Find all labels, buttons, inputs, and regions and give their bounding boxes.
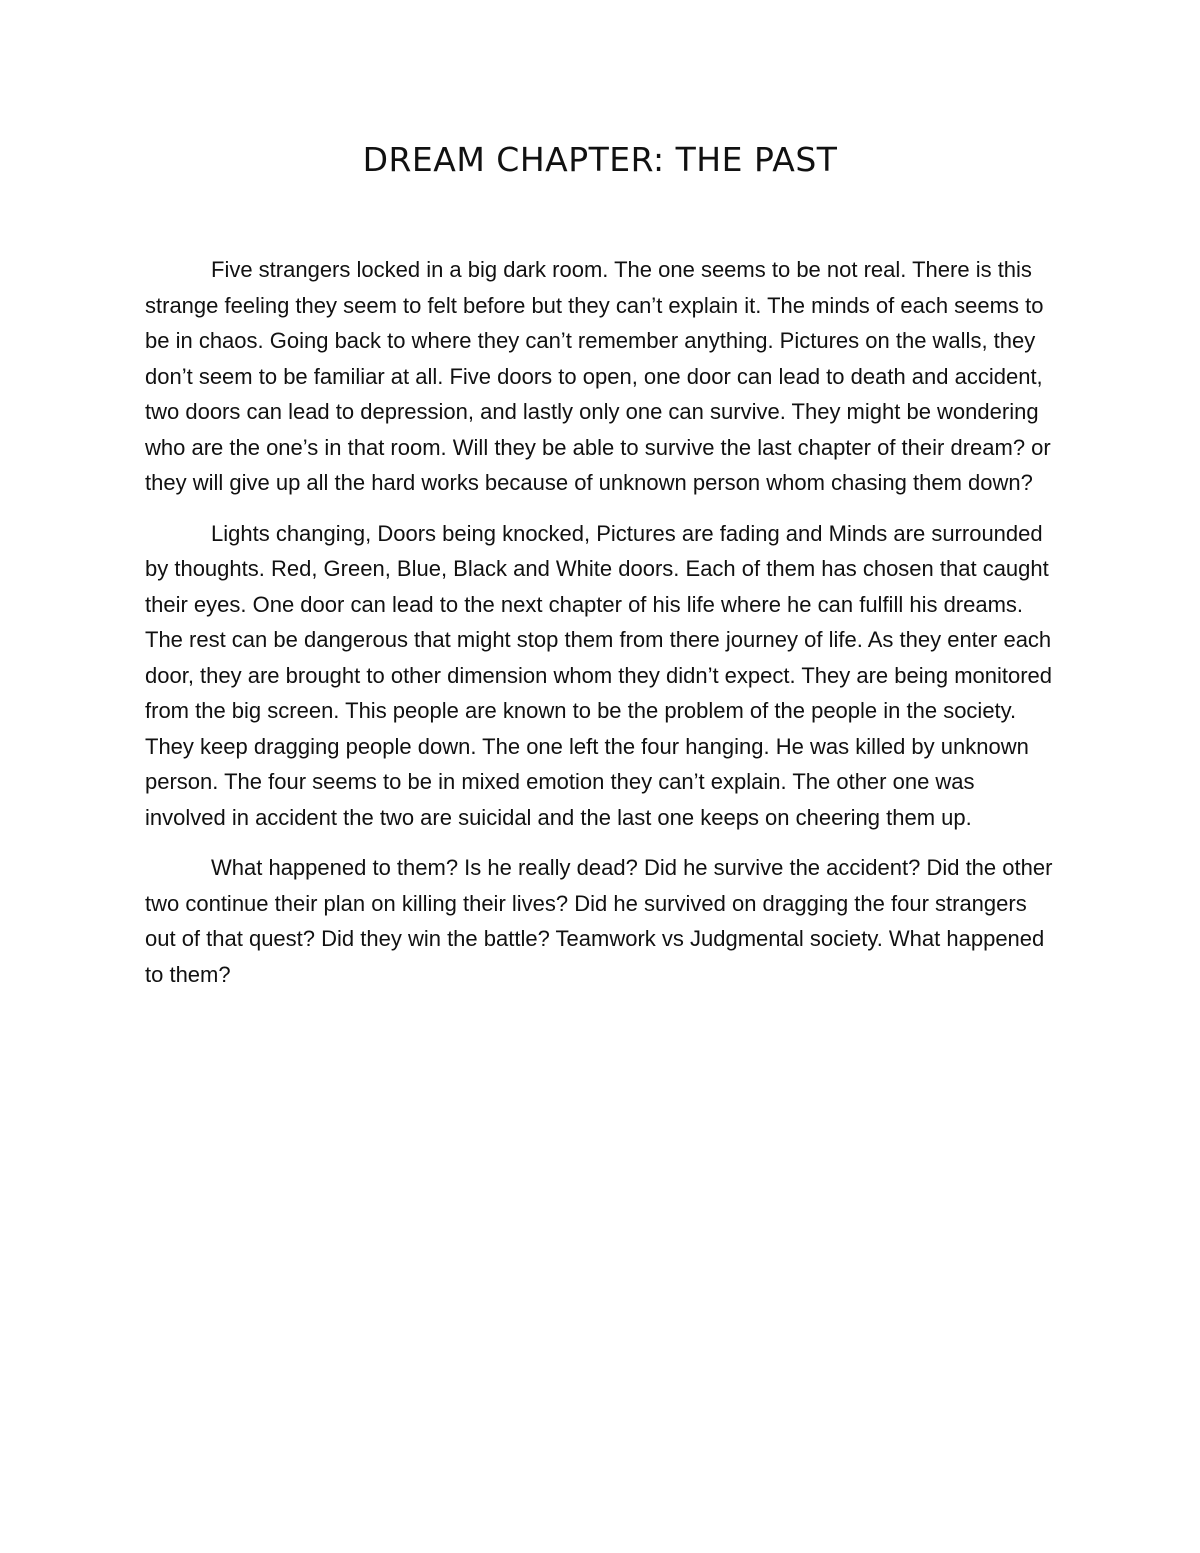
document-title: DREAM CHAPTER: THE PAST [362, 140, 838, 179]
paragraph: Lights changing, Doors being knocked, Pictures are fading and Minds are surrounded by thoughts. Red, Green, Blue, Black and White doors. Each of them has chosen that caught their eyes. One door can lead to the next chapter of his life where he can fulfill his dreams. The rest can be dangerous that might stop them from there journey of life. As they enter each door, they are brought to other dimension whom they didn’t expect. They are being monitored from the big screen. This people are known to be the problem of the people in the society. They keep dragging people down. The one left the four hanging. He was killed by unknown person. The four seems to be in mixed emotion they can’t explain. The other one was involved in accident the two are suicidal and the last one keeps on cheering them up. [145, 520, 1053, 830]
paragraph: Five strangers locked in a big dark room. The one seems to be not real. There is this strange feeling they seem to felt before but they can’t explain it. The minds of each seems to be in chaos. Going back to where they can’t remember anything. Pictures on the walls, they don’t seem to be familiar at all. Five doors to open, one door can lead to death and accident, two doors can lead to depression, and lastly only one can survive. They might be wondering who are the one’s in that room. Will they be able to survive the last chapter of their dream? or they will give up all the hard works because of unknown person whom chasing them down? [145, 257, 1051, 495]
document-body [145, 252, 1058, 1007]
paragraph: What happened to them? Is he really dead? Did he survive the accident? Did the other two continue their plan on killing their lives? Did he survived on dragging the four strangers out of that quest? Did they win the battle? Teamwork vs Judgmental society. What happened to them? [145, 855, 1053, 987]
